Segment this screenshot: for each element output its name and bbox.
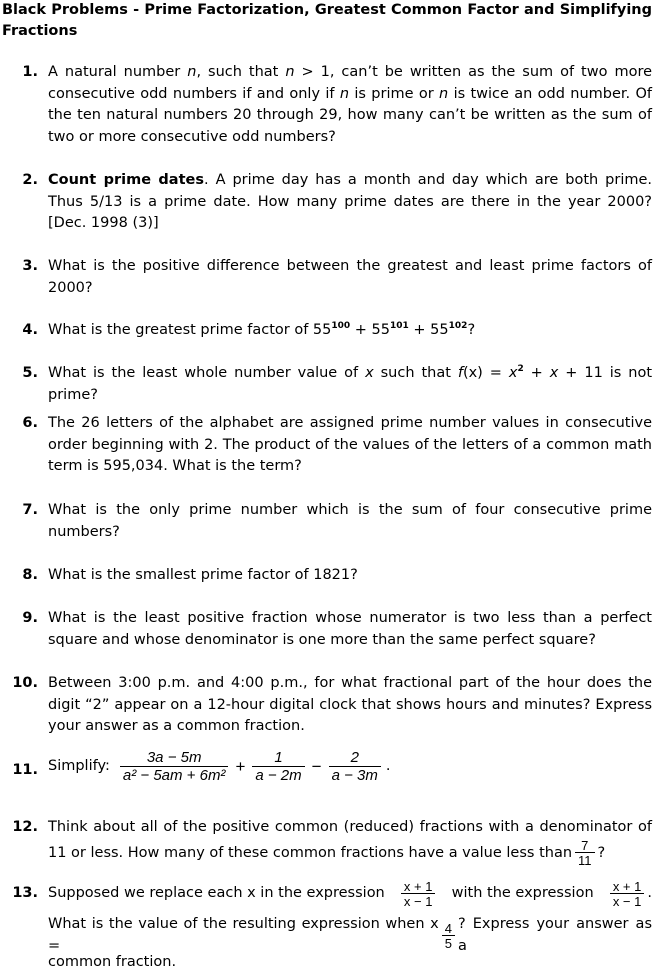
problem-number: 7. (22, 502, 38, 518)
problem-number: 13. (12, 885, 38, 901)
fraction: $\frac{3a - 5m}{\text{a² − 5am + 6m²}}$ (120, 750, 229, 784)
fraction: $\frac{x + 1}{x - 1}$ (401, 880, 436, 908)
problem-number: 8. (22, 567, 38, 583)
problem-text: What is the least whole number value of x such that $f(x) = x^2 + x + 11$ is not prime? (48, 364, 653, 403)
problem-number: 4. (22, 322, 38, 338)
problem-text: Between 3:00 p.m. and 4:00 p.m., for what fractional part of the hour does the digit “2” appear on a 12-hour digital clock that shows hours and minutes? Express your answer as a common fraction. (48, 675, 652, 734)
problem-text: The 26 letters of the alphabet are assigned prime number values in consecutive order beginning with 2. The product of the values of the letters of a common math term is 595,034. What is the term? (48, 415, 652, 474)
problem-text: Simplify: $\frac{3a - 5m}{\text{a² − 5am + 6m²}}$ + $\frac{1}{a - 2m}$ − $\frac{2}{a - 3m}$ . (48, 749, 391, 784)
problem-number: 3. (22, 258, 38, 274)
problem-text: What is the smallest prime factor of 1821? (48, 567, 358, 583)
problem-number: 5. (22, 365, 38, 381)
problem-text: Count prime dates. A prime day has a month and day which are both prime. Thus 5/13 is a prime date. How many prime dates are there in the year 2000? [Dec. 1998 (3)] (48, 172, 653, 231)
fraction: $\frac{4}{5}$ (442, 922, 455, 950)
fraction: $\frac{x + 1}{x - 1}$ (610, 880, 645, 908)
fraction: $\frac{7}{11}$ (575, 839, 595, 867)
page-title: Black Problems - Prime Factorization, Greatest Common Factor and Simplifying Fractions (2, 2, 652, 39)
problem-text: What is the positive difference between the greatest and least prime factors of 2000? (48, 258, 652, 296)
problem-number: 2. (22, 172, 38, 188)
problem-number: 11. (12, 762, 38, 778)
problem-text: What is the greatest prime factor of $55^{100} + 55^{101} + 55^{102}$? (48, 321, 476, 338)
problem-heading: Count prime dates (48, 172, 204, 188)
problem-number: 1. (22, 64, 38, 80)
problem-text: What is the least positive fraction whose numerator is two less than a perfect square and whose denominator is one more than the same perfect square? (48, 610, 652, 648)
problem-11 (0, 750, 655, 790)
fraction: $\frac{1}{a - 2m}$ (252, 750, 304, 784)
problem-number: 9. (22, 610, 38, 626)
problem-number: 10. (12, 675, 38, 691)
problem-text: What is the only prime number which is the sum of four consecutive prime numbers? (48, 502, 652, 540)
problem-text-line-1: Supposed we replace each x in the expression $\frac{x + 1}{x - 1}$ with the expression $\frac{x + 1}{x - 1}$ . (48, 879, 652, 909)
problem-text: A natural number n, such that n > 1, can’t be written as the sum of two more consecutive odd numbers if and only if n is prime or n is twice an odd number. Of the ten natural numbers 20 through 29, how many can’t be written as the sum of two or more consecutive odd numbers? (48, 64, 653, 145)
problem-number: 12. (12, 819, 38, 835)
problem-text: Think about all of the positive common (reduced) fractions with a denominator of 11 or less. How many of these common fractions have a value less than $\frac{7}{11}$ ? (48, 819, 652, 868)
fraction: $\frac{2}{a - 3m}$ (329, 750, 381, 784)
problem-text-line-2: What is the value of the resulting expression when x = $\frac{4}{5}$ ? Express your answer as a (48, 916, 652, 954)
problem-number: 6. (22, 415, 38, 431)
problem-text-line-3: common fraction. (48, 954, 177, 970)
